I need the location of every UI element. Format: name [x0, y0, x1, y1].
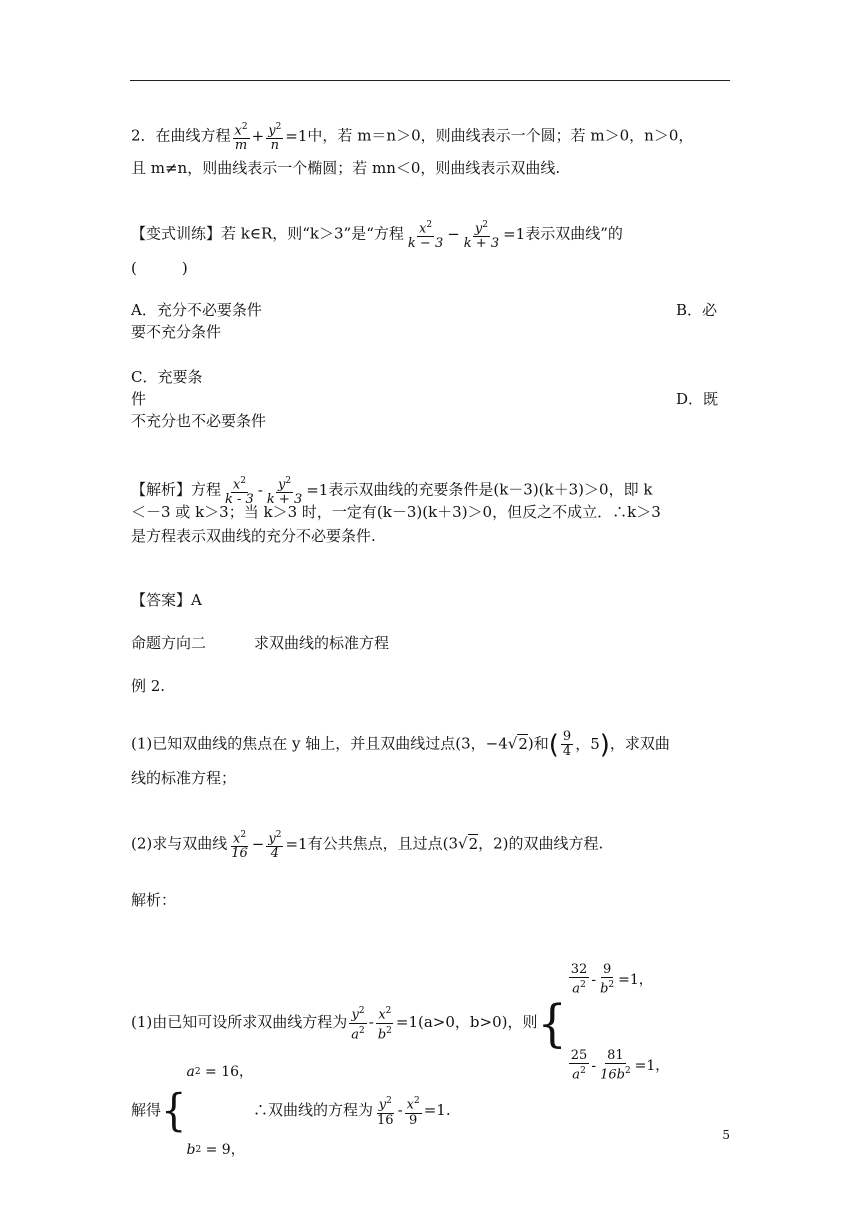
formula-analysis: $\frac{x^2}{k - 3}$ - $\frac{y^2}{k + 3}$ =1 [225, 476, 329, 508]
text-line: 且 m≠n，则曲线表示一个椭圆；若 mn＜0，则曲线表示双曲线. [131, 159, 561, 177]
text: (2)求与双曲线 [131, 834, 228, 853]
page-number: 5 [722, 1128, 730, 1142]
equation-system-2: a 2 = 16， b 2 = 9， [186, 1064, 254, 1158]
text: (1)由已知可设所求双曲线方程为 [131, 1013, 348, 1031]
formula-standard-y: $\frac{y^2}{a^2}$ - $\frac{x^2}{b^2}$ =1 [351, 1006, 419, 1042]
text: (1)已知双曲线的焦点在 y 轴上，并且双曲线过点 [131, 734, 456, 753]
text: 【解析】方程 [131, 480, 222, 499]
curve-equation-paragraph [131, 120, 693, 153]
text-line: 线的标准方程； [131, 769, 237, 787]
point-3: (3√2，2) [442, 834, 509, 853]
option-b-cont: 要不充分条件 [131, 323, 222, 341]
equation-system-1: $\frac{32}{a^2}$ - $\frac{9}{b^2}$ =1， $\frac{25}{a^2}$ - $\frac{81}{16b^2}$ =1， [570, 962, 670, 1083]
point-2: ( $\frac{9}{4}$ ，5) [548, 729, 610, 760]
text-line: ＜－3 或 k＞3；当 k＞3 时，一定有(k－3)(k＋3)＞0，但反之不成立．∴k＞3 [131, 503, 661, 521]
question-1 [131, 730, 670, 759]
text-line: 是方程表示双曲线的充分不必要条件. [131, 527, 376, 545]
example-label: 例 2. [131, 677, 166, 695]
text: 2．在曲线方程 [131, 126, 231, 145]
text: 的双曲线方程. [508, 834, 604, 853]
text: ∴双曲线的方程为 [253, 1101, 374, 1119]
text: (a>0，b>0)，则 [418, 1013, 538, 1031]
text: 表示双曲线”的 [525, 224, 623, 243]
text: . [445, 1101, 451, 1119]
answer-line: 【答案】A [131, 591, 202, 609]
option-d: D．既 [676, 390, 719, 408]
formula-hyperbola-given: $\frac{x^2}{16}$ − $\frac{y^2}{4}$ =1 [231, 830, 308, 862]
header-rule [130, 80, 730, 81]
answer-blank: ( ) [131, 259, 188, 277]
text: 【变式训练】若 k∈R，则“k＞3”是“方程 [131, 224, 404, 243]
option-b: B．必 [676, 301, 718, 319]
formula-variant: $\frac{x^2}{k - 3}$ − $\frac{y^2}{k + 3}$ =1 [407, 220, 526, 252]
solution-result [131, 1040, 451, 1158]
option-d-cont: 不充分也不必要条件 [131, 412, 267, 430]
formula-ellipse-general: $\frac{x^2}{m}$ + $\frac{y^2}{n}$ =1 [234, 122, 308, 154]
section-title: 求双曲线的标准方程 [254, 634, 390, 652]
formula-result: $\frac{y^2}{16}$ - $\frac{x^2}{9}$ =1 [377, 1096, 446, 1128]
text: 中，若 m＝n＞0，则曲线表示一个圆；若 m＞0，n＞0， [307, 126, 694, 145]
text: 有公共焦点，且过点 [307, 834, 443, 853]
text: 表示双曲线的充要条件是(k－3)(k＋3)＞0，即 k [328, 480, 653, 499]
text: ，求双曲 [609, 734, 670, 753]
text: 解得 [131, 1101, 162, 1119]
question-2 [131, 828, 603, 861]
solution-label: 解析： [131, 891, 177, 909]
brace-icon: { [161, 1085, 187, 1137]
solution-1 [131, 940, 670, 1083]
text: 和 [533, 734, 549, 753]
option-c-cont: 件 [131, 390, 147, 408]
option-c: C．充要条 [131, 368, 203, 386]
variant-question [131, 218, 623, 251]
option-a: A．充分不必要条件 [131, 301, 262, 319]
brace-icon: { [537, 993, 567, 1053]
section-label: 命题方向二 [131, 634, 207, 652]
point-1: (3，−4√2) [455, 734, 534, 753]
section-heading [131, 633, 389, 653]
